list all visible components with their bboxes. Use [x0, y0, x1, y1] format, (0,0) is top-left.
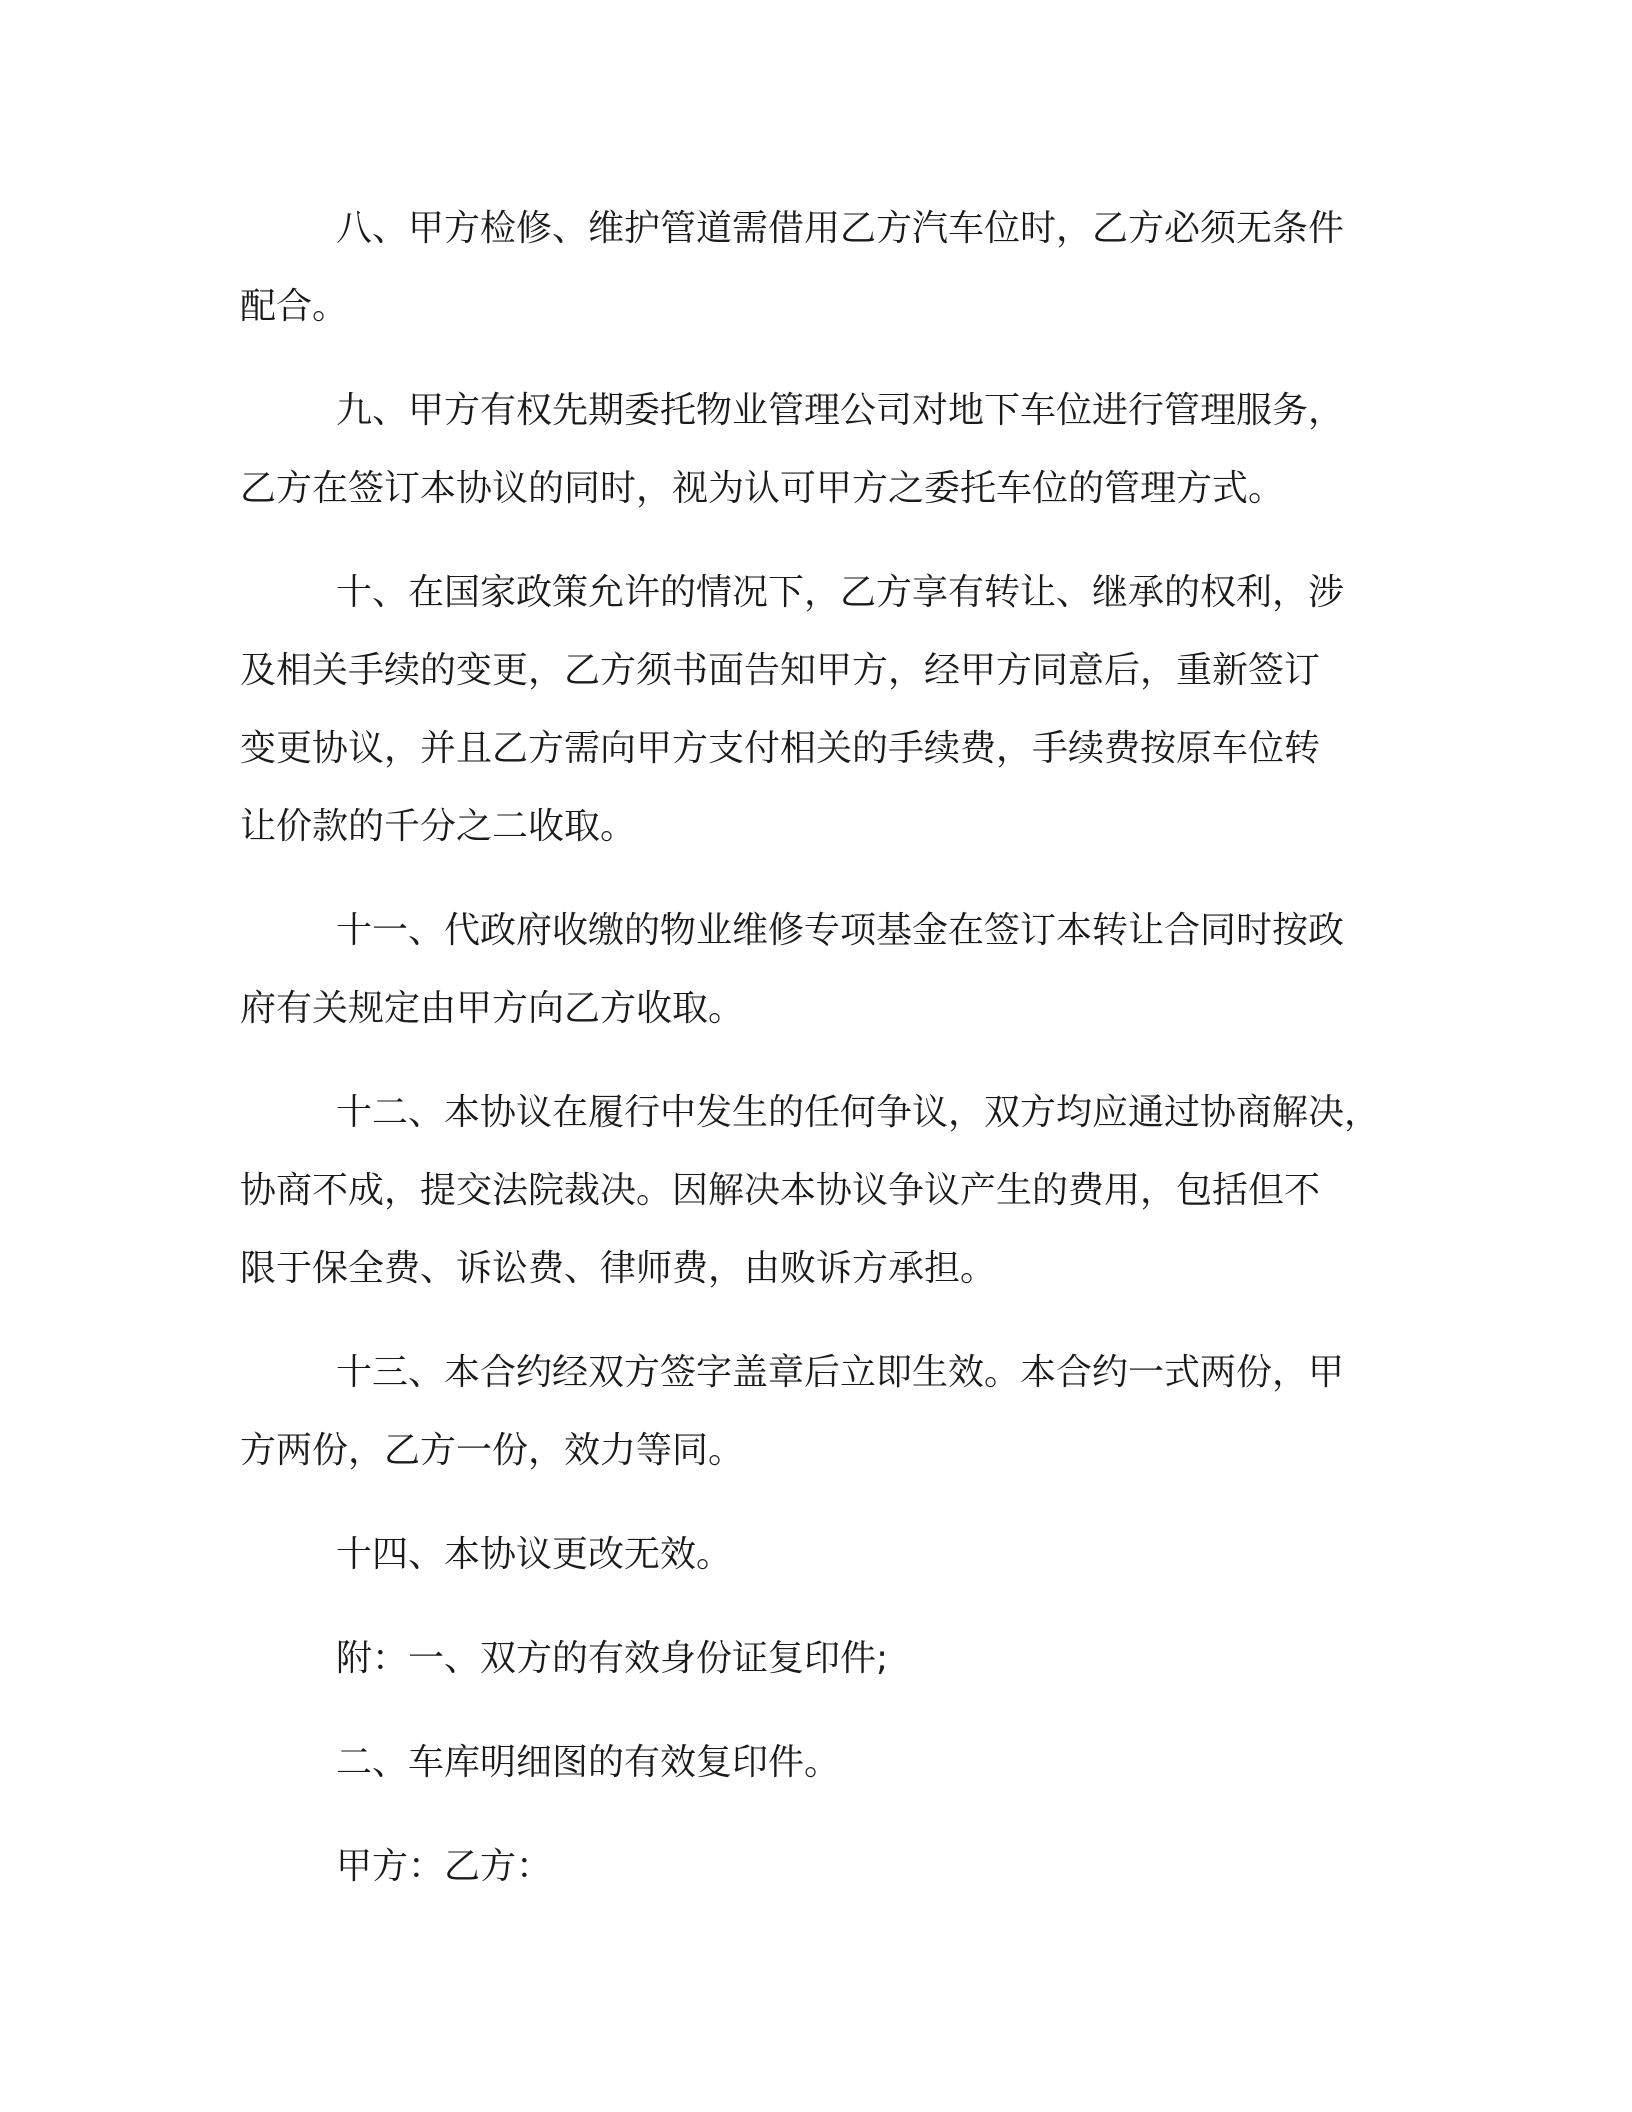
text-line: 让价款的千分之二收取。	[240, 806, 637, 847]
clause-12	[240, 1074, 1390, 1308]
text-line: 配合。	[240, 286, 349, 327]
clause-10	[240, 554, 1390, 866]
text-line: 十、在国家政策允许的情况下，乙方享有转让、继承的权利，涉	[336, 572, 1345, 613]
document-body	[240, 190, 1390, 1932]
text-line: 九、甲方有权先期委托物业管理公司对地下车位进行管理服务，	[336, 390, 1345, 431]
text-line: 十三、本合约经双方签字盖章后立即生效。本合约一式两份，甲	[336, 1352, 1345, 1393]
clause-14	[240, 1516, 1390, 1594]
text-line: 十四、本协议更改无效。	[336, 1534, 733, 1575]
text-line: 方两份，乙方一份，效力等同。	[240, 1430, 745, 1471]
clause-11	[240, 892, 1390, 1048]
text-line: 及相关手续的变更，乙方须书面告知甲方，经甲方同意后，重新签订	[240, 650, 1321, 691]
attachment-2	[240, 1724, 1390, 1802]
clause-9	[240, 372, 1390, 528]
text-line: 变更协议，并且乙方需向甲方支付相关的手续费，手续费按原车位转	[240, 728, 1321, 769]
text-line: 十二、本协议在履行中发生的任何争议，双方均应通过协商解决，	[336, 1092, 1381, 1133]
text-line: 府有关规定由甲方向乙方收取。	[240, 988, 745, 1029]
signature-line	[240, 1828, 1390, 1906]
text-line: 十一、代政府收缴的物业维修专项基金在签订本转让合同时按政	[336, 910, 1345, 951]
clause-8	[240, 190, 1390, 346]
text-line: 限于保全费、诉讼费、律师费，由败诉方承担。	[240, 1248, 997, 1289]
text-line: 附：一、双方的有效身份证复印件;	[336, 1638, 889, 1679]
text-line: 二、车库明细图的有效复印件。	[336, 1742, 841, 1783]
text-line: 乙方在签订本协议的同时，视为认可甲方之委托车位的管理方式。	[240, 468, 1285, 509]
text-line: 八、甲方检修、维护管道需借用乙方汽车位时，乙方必须无条件	[336, 208, 1345, 249]
clause-13	[240, 1334, 1390, 1490]
text-line: 协商不成，提交法院裁决。因解决本协议争议产生的费用，包括但不	[240, 1170, 1321, 1211]
text-line: 甲方：乙方：	[336, 1846, 553, 1887]
attachment-1	[240, 1620, 1390, 1698]
